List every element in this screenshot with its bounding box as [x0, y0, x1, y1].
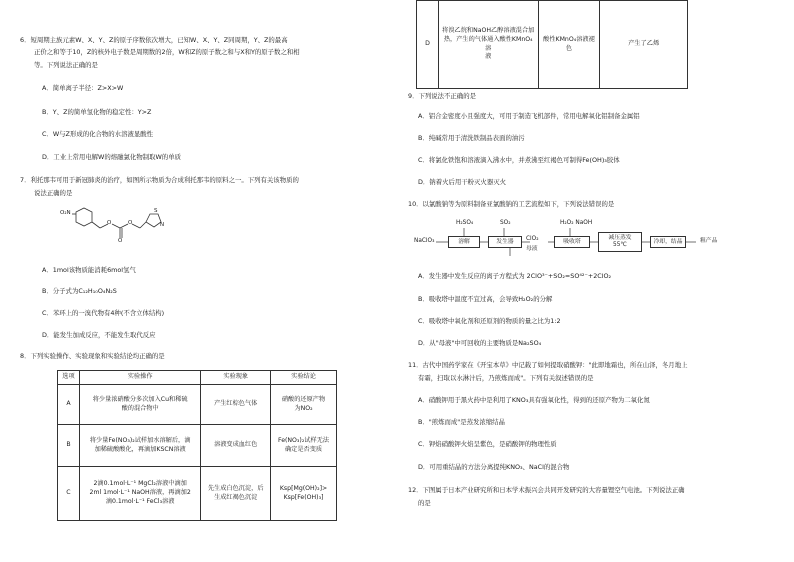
q6-option-b: B．Y、Z的简单氢化物的稳定性：Y>Z	[42, 108, 152, 116]
flow-absorber-label: 吸收塔	[563, 238, 581, 245]
cell-line: 将少量浓硝酸分多次加入Cu和稀硫	[92, 395, 188, 403]
q8-header-operation: 实验操作	[79, 371, 200, 385]
flow-evaporate-label: 减压蒸发	[608, 235, 632, 242]
q8-row-a-conclusion	[271, 385, 337, 425]
flow-product: 粗产品	[700, 238, 718, 244]
q7-stem-line1: 7．利托那韦可用于新冠肺炎的治疗，如图所示物质为合成利托那韦的原料之一。下列有关该物质的	[20, 176, 299, 184]
q8-row-c-conclusion	[271, 467, 337, 521]
q8-row-b-option: B	[58, 425, 80, 467]
q7-n-label: N	[160, 222, 165, 228]
cell-line: 为NO₂	[294, 404, 313, 412]
flow-evaporate-temp: 55℃	[613, 242, 627, 248]
q8-stem: 8．下列实验操作、实验现象和实验结论均正确的是	[20, 352, 165, 360]
flow-cool-label: 冷却，结晶	[653, 238, 683, 245]
q7-no2-label: O₂N	[60, 210, 71, 216]
cell-line: 2ml 1mol·L⁻¹ NaOH溶液，再滴加2	[89, 489, 191, 496]
q9-option-c: C．将氯化铁饱和溶液滴入沸水中，并煮沸至红褐色可制得Fe(OH)₃胶体	[418, 156, 620, 164]
flow-h2o2: H₂O₂	[560, 220, 574, 226]
q6-stem-line3: 等。下列说法正确的是	[34, 61, 98, 69]
q6-stem-line1: 6．短周期主族元素W、X、Y、Z的原子序数依次增大，已知W、X、Y、Z同周期，Y、Z的最高	[20, 36, 288, 44]
q11-option-d: D．可用重结晶的方法分离提纯KNO₃、NaCl的混合物	[418, 463, 570, 471]
q10-option-a: A．发生器中发生反应的离子方程式为 2ClO³⁻+SO₂=SO⁴²⁻+2ClO₂	[418, 272, 612, 280]
flow-cool-box	[650, 236, 686, 248]
q8-row-b-conclusion	[271, 425, 337, 467]
flow-so2: SO₂	[500, 220, 511, 226]
flow-mother-liquor: 母液	[526, 246, 538, 252]
flow-naclo3: NaClO₃	[414, 238, 435, 244]
q8-header-conclusion: 实验结论	[271, 371, 337, 385]
q7-o-label-1: O	[107, 220, 112, 226]
q8-row-a-phenomenon	[201, 385, 271, 425]
cell-line: 硝酸的还原产物	[281, 395, 326, 403]
flow-dissolve-box	[448, 236, 480, 248]
flow-generator-box	[488, 236, 522, 248]
q8-table-continued	[416, 0, 688, 89]
cell-line: 溶液变成血红色	[214, 441, 258, 448]
q6-option-a: A．简单离子半径：Z>X>W	[42, 84, 124, 92]
flow-absorber-box	[554, 236, 590, 248]
q6-stem-line2: 正价之和等于10，Z的核外电子数是周期数的2倍，W和Z的原子数之和与X和Y的原子数之和相	[34, 48, 300, 56]
cell-line: 先生成白色沉淀，后	[207, 484, 264, 492]
q7-s-label: S	[154, 208, 158, 214]
q7-option-b: B．分子式为C₁₂H₁₀O₄N₂S	[42, 287, 117, 295]
q9-option-a: A．铝合金密度小且强度大，可用于制造飞机部件，常用电解氧化铝制备金属铝	[418, 112, 640, 120]
cell-line: Fe(NO₃)₂试样无法	[277, 436, 330, 444]
q10-option-b: B．吸收塔中温度不宜过高，会导致H₂O₂的分解	[418, 295, 553, 303]
q10-flowchart	[414, 220, 744, 266]
q7-stem-line2: 说法正确的是	[34, 189, 73, 197]
q7-o-label-3: O	[128, 220, 133, 226]
cell-line: 酸的混合物中	[121, 404, 159, 412]
cell-line: 液	[485, 53, 492, 61]
q8-row-b-phenomenon	[201, 425, 271, 467]
q11-stem-line2: 有霜，扫取以水淋汁后，乃煎炼而成"。下列有关叙述错误的是	[418, 374, 594, 382]
q8-row-c-option: C	[58, 467, 80, 521]
cell-line: Ksp[Mg(OH)₂]>	[279, 484, 328, 492]
flow-clo2: ClO₂	[526, 236, 539, 242]
table-row	[58, 467, 337, 521]
q7-option-d: D．能发生加成反应，不能发生取代反应	[42, 331, 156, 339]
q8-row-d-conclusion	[600, 1, 688, 89]
flow-naoh: NaOH	[575, 220, 593, 226]
q6-option-c: C．W与Z形成的化合物的水溶液显酸性	[42, 130, 154, 138]
cell-line: 热，产生的气体通入酸性KMnO₄溶	[443, 35, 533, 52]
q8-table	[57, 370, 337, 521]
q8-row-b-operation	[79, 425, 200, 467]
flow-dissolve-label: 溶解	[458, 238, 470, 245]
q8-row-c-operation	[79, 467, 200, 521]
q11-option-c: C．钾焰硝酸钾火焰呈紫色，是硝酸钾的物理性质	[418, 440, 557, 448]
q8-row-a-operation	[79, 385, 200, 425]
cell-line: 确定是否变质	[284, 445, 323, 453]
table-row	[417, 1, 688, 89]
q8-row-d-phenomenon	[538, 1, 600, 89]
cell-line: 生成红褐色沉淀	[214, 493, 258, 501]
flow-evaporate-box	[598, 232, 642, 252]
cell-line: Ksp[Fe(OH)₃]	[283, 493, 324, 501]
q8-row-d-option: D	[417, 1, 439, 89]
q10-stem: 10．以氯酸钠等为原料制备亚氯酸钠的工艺流程如下，下列说法错误的是	[408, 200, 615, 208]
q6-option-d: D．工业上常用电解W的熔融氯化物制取W的单质	[42, 153, 181, 161]
q7-structure	[58, 200, 168, 255]
q7-option-c: C．苯环上的一溴代物有4种(不含立体结构)	[42, 309, 165, 317]
q8-row-c-phenomenon	[201, 467, 271, 521]
q7-option-a: A．1mol该物质能消耗6mol氢气	[42, 266, 136, 274]
q8-row-a-option: A	[58, 385, 80, 425]
flow-h2so4: H₂SO₄	[456, 220, 474, 226]
q11-stem-line1: 11．古代中国药学家在《开宝本草》中记载了如何提取硝酸钾："此即地霜也，所在山泽，冬月地上	[408, 361, 688, 369]
q11-option-b: B．"煎炼而成"是蒸发浓缩结晶	[418, 418, 505, 426]
q9-stem: 9．下列说法不正确的是	[408, 92, 476, 100]
flow-generator-label: 发生器	[496, 238, 514, 245]
cell-line: 滴0.1mol·L⁻¹ FeCl₃溶液	[105, 497, 175, 505]
q12-stem-line2: 的是	[418, 499, 431, 507]
q9-option-b: B．纯碱常用于清洗铁制品表面的油污	[418, 134, 525, 142]
q12-stem-line1: 12．下图属于日本产业研究所和日本学术振兴会共同开发研究的大容量锂空气电池。下列说法正确	[408, 486, 685, 494]
q7-o-label-2: O	[118, 238, 123, 244]
q8-header-option: 选项	[58, 371, 80, 385]
cell-line: 2滴0.1mol·L⁻¹ MgCl₂溶液中滴加	[93, 480, 187, 488]
table-row	[58, 385, 337, 425]
q8-header-phenomenon: 实验现象	[201, 371, 271, 385]
cell-line: 产生红棕色气体	[214, 400, 258, 407]
cell-line: 色	[565, 44, 573, 52]
q8-row-d-operation	[438, 1, 538, 89]
q9-option-d: D．钠着火后用干粉灭火器灭火	[418, 178, 506, 186]
table-row	[58, 425, 337, 467]
cell-line: 将少量Fe(NO₃)₂试样加水溶解后，滴	[89, 436, 191, 444]
q10-option-d: D．从"母液"中可回收的主要物质是Na₂SO₄	[418, 339, 542, 347]
q11-option-a: A．硝酸钾用于黑火药中是利用了KNO₃具有强氧化性，得到的还原产物为二氧化氮	[418, 396, 650, 404]
cell-line: 酸性KMnO₄溶液褪	[543, 35, 595, 43]
q10-option-c: C．吸收塔中氧化剂和还原剂的物质的量之比为1:2	[418, 317, 561, 325]
cell-line: 产生了乙烯	[628, 40, 660, 47]
flow-h2o2-naoh	[560, 220, 592, 227]
cell-line: 加稀硫酸酸化，再滴加KSCN溶液	[94, 445, 186, 453]
cell-line: 将溴乙烷和NaOH乙醇溶液混合加	[442, 26, 535, 34]
